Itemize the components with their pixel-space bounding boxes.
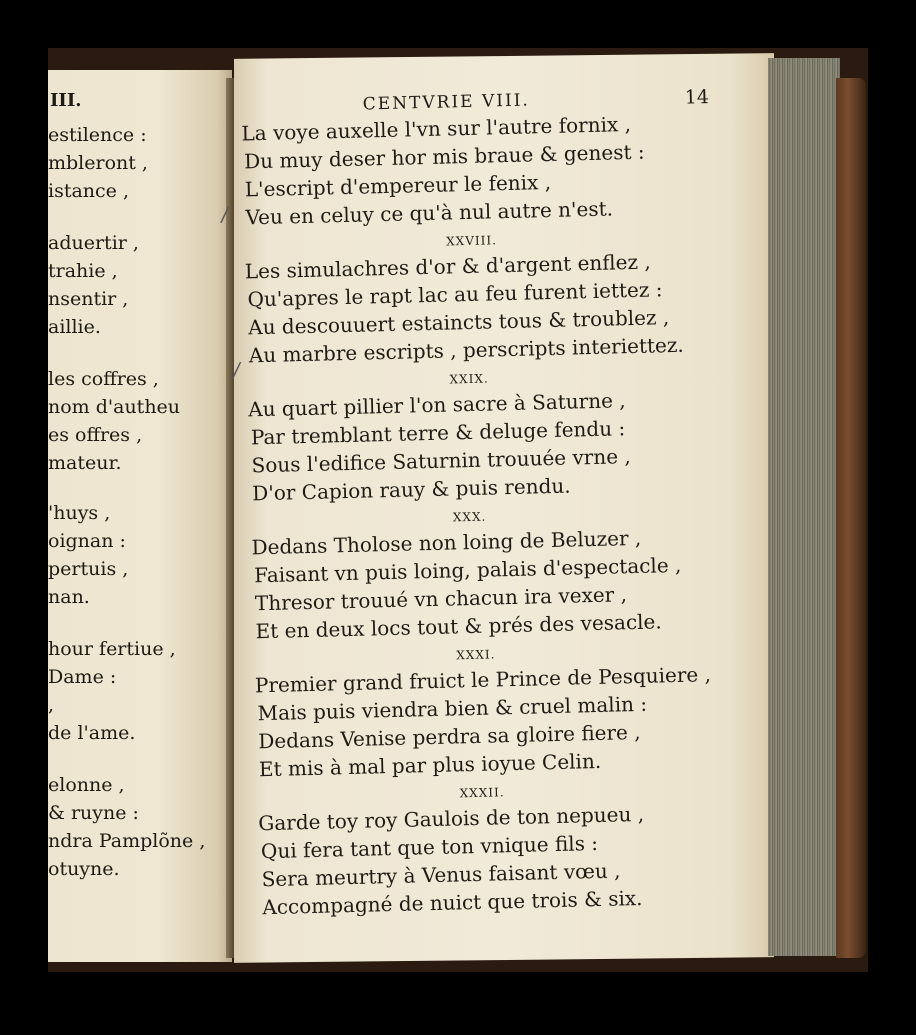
quatrain-number: XXXI.	[456, 647, 496, 663]
quatrain-number: XXVIII.	[445, 233, 498, 249]
left-page-line: mateur.	[48, 452, 122, 474]
left-page-line: ndra Pamplõne ,	[48, 830, 206, 852]
quatrain-line: Et en deux locs tout & prés des vesacle.	[255, 609, 663, 644]
left-page-line: nan.	[48, 586, 90, 608]
quatrain-line: Qui fera tant que ton vnique fils :	[260, 830, 599, 864]
quatrain-line: D'or Capion rauy & puis rendu.	[251, 473, 571, 506]
quatrain-line: Mais puis viendra bien & cruel malin :	[257, 691, 648, 726]
left-page-line: elonne ,	[48, 774, 125, 796]
page-folio-number: 14	[684, 86, 710, 109]
quatrain-line: Dedans Venise perdra sa gloire fiere ,	[258, 719, 641, 754]
left-page-line: ,	[48, 694, 55, 716]
left-page-line: de l'ame.	[48, 722, 136, 744]
quatrain-number: XXXII.	[459, 785, 505, 801]
left-page-line: trahie ,	[48, 260, 118, 282]
quatrain-line: La voye auxelle l'vn sur l'autre fornix ,	[241, 111, 632, 146]
quatrain-line: Thresor trouué vn chacun ira vexer ,	[254, 582, 628, 616]
left-page-line: 'huys ,	[48, 502, 111, 524]
left-page-line: pertuis ,	[48, 558, 129, 580]
left-page-line: hour fertiue ,	[48, 638, 176, 660]
left-page-line: aillie.	[48, 316, 101, 338]
quatrain-number: XXX.	[452, 509, 487, 525]
left-page-line: istance ,	[48, 180, 129, 202]
left-page-line: otuyne.	[48, 858, 120, 880]
left-page-line: & ruyne :	[48, 802, 139, 824]
left-page-line: nom d'autheu	[48, 396, 181, 418]
quatrain-line: Premier grand fruict le Prince de Pesquiere ,	[254, 662, 712, 698]
left-page-line: nsentir ,	[48, 288, 129, 310]
left-page-line: es offres ,	[48, 424, 143, 446]
quatrain-line: Au marbre escripts , perscripts interiettez.	[248, 332, 685, 368]
quatrain-line: Au quart pillier l'on sacre à Saturne ,	[247, 388, 626, 422]
left-page-line: oignan :	[48, 530, 126, 552]
quatrain-line: Les simulachres d'or & d'argent enflez ,	[244, 249, 651, 284]
quatrain-line: Veu en celuy ce qu'à nul autre n'est.	[245, 196, 614, 230]
quatrain-line: Accompagné de nuict que trois & six.	[262, 885, 643, 920]
quatrain-line: Faisant vn puis loing, palais d'espectacle ,	[253, 552, 682, 588]
quatrain-line: Garde toy roy Gaulois de ton nepueu ,	[258, 801, 645, 836]
left-page-line: mbleront ,	[48, 152, 148, 174]
quatrain-line: Du muy deser hor mis braue & genest :	[243, 139, 645, 174]
quatrain-line: Et mis à mal par plus ioyue Celin.	[258, 748, 602, 782]
left-page-header: III.	[50, 90, 82, 111]
left-page-line: Dame :	[48, 666, 117, 688]
quatrain-number: XXIX.	[449, 371, 489, 387]
quatrain-line: Qu'apres le rapt lac au feu furent iettez :	[247, 277, 663, 312]
quatrain-line: Par tremblant terre & deluge fendu :	[250, 416, 626, 450]
quatrain-line: Sera meurtry à Venus faisant vœu ,	[261, 858, 621, 892]
quatrain-line: Au descouuert estaincts tous & troublez ,	[247, 305, 670, 340]
page-running-header: CENTVRIE VIII.	[362, 90, 531, 115]
margin-check-mark: /	[232, 357, 241, 382]
left-page-line: les coffres ,	[48, 368, 159, 390]
quatrain-line: Dedans Tholose non loing de Beluzer ,	[251, 525, 642, 560]
quatrain-line: L'escript d'empereur le fenix ,	[244, 169, 552, 202]
quatrain-line: Sous l'edifice Saturnin trouuée vrne ,	[251, 444, 632, 478]
left-page-line: estilence :	[48, 124, 147, 146]
margin-check-mark: /	[221, 201, 229, 226]
left-page-line: aduertir ,	[48, 232, 139, 254]
